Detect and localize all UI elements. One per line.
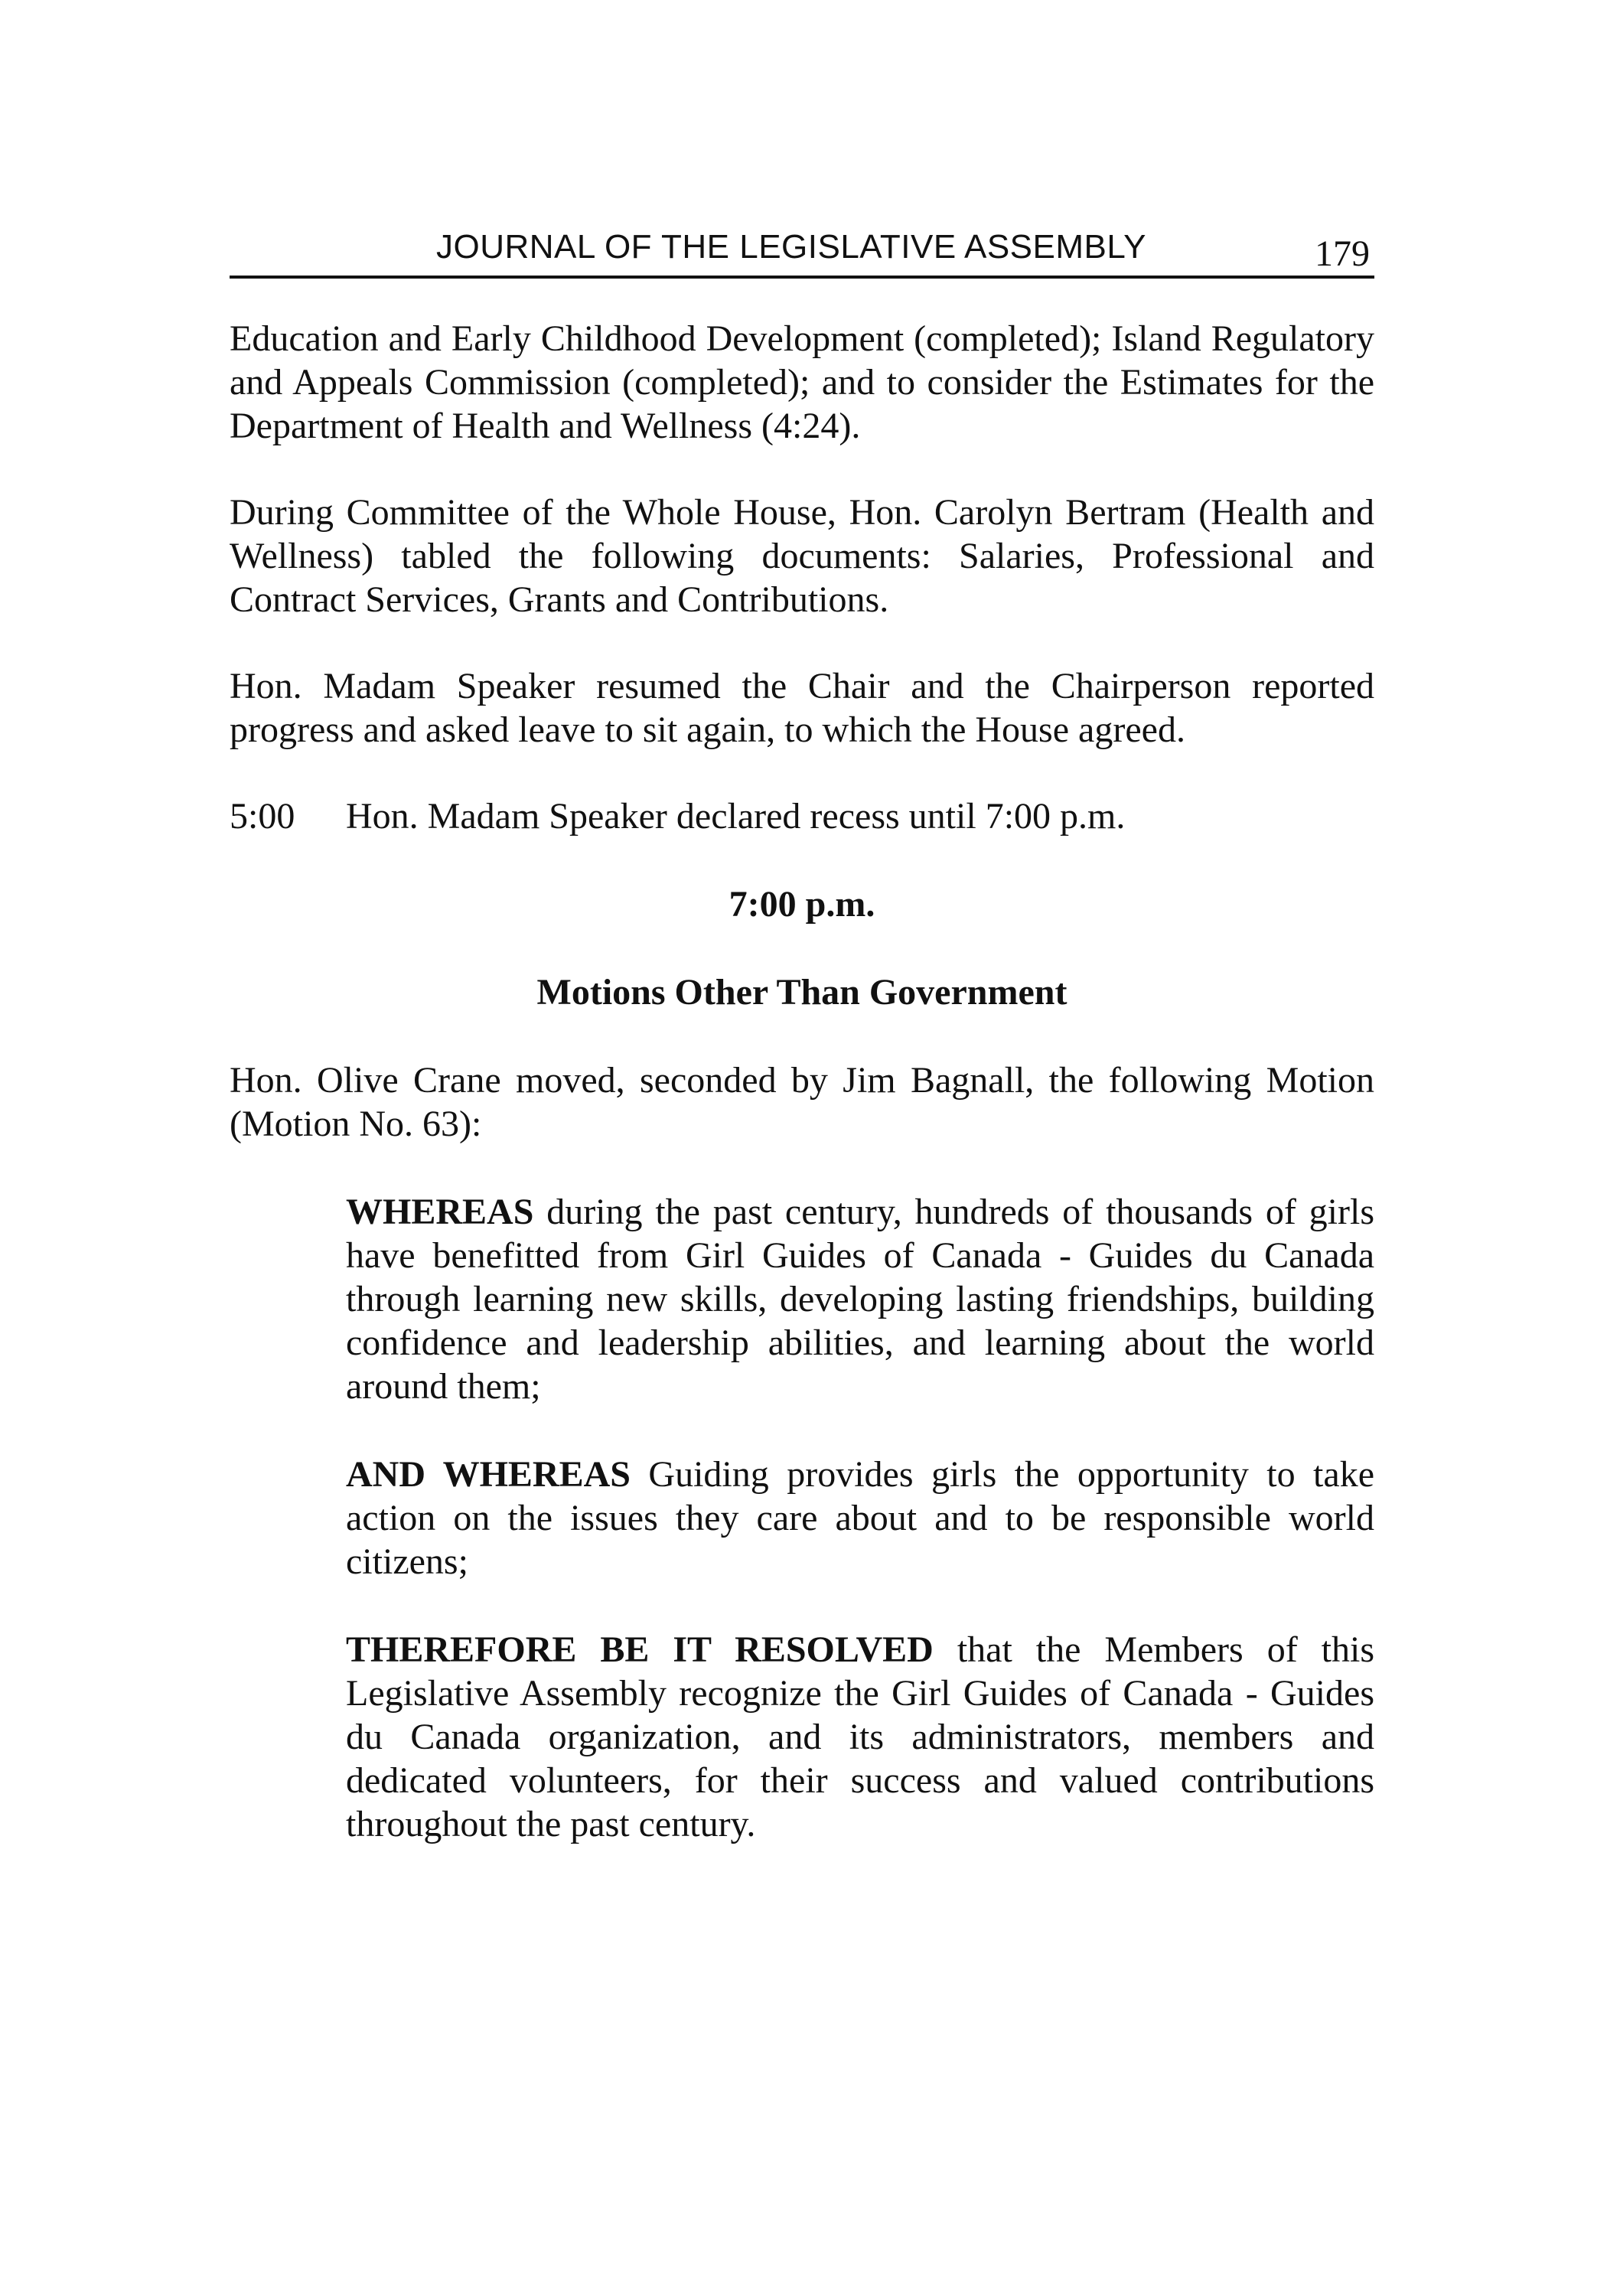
clause-text: during the past century, hundreds of thousands of girls have benefitted from Girl Guides of Canada - Guides du Canada through learning new skills, developing lasting friendships, building confidence and leadership abilities, and learning about the world around them; <box>346 1192 1374 1407</box>
recess-time: 5:00 <box>230 796 295 837</box>
paragraph-estimates: Education and Early Childhood Development (completed); Island Regulatory and Appeals Commission (completed); and to consider the Estimates for the Department of Health and Wellness (4:24). <box>230 318 1374 446</box>
page-body <box>230 317 1374 1846</box>
clause-keyword: AND WHEREAS <box>346 1454 631 1495</box>
motion-intro: Hon. Olive Crane moved, seconded by Jim Bagnall, the following Motion (Motion No. 63): <box>230 1060 1374 1144</box>
recess-entry <box>230 794 1374 838</box>
motion-clause-resolved <box>346 1628 1374 1846</box>
section-heading: Motions Other Than Government <box>536 972 1068 1013</box>
clause-text: Guiding provides girls the opportunity to take action on the issues they care about and to be responsible world citizens; <box>346 1454 1375 1582</box>
page-header <box>230 227 1374 279</box>
journal-title: JOURNAL OF THE LEGISLATIVE ASSEMBLY <box>436 228 1146 266</box>
motion-clause-whereas <box>346 1190 1374 1408</box>
paragraph-committee-tabled: During Committee of the Whole House, Hon. Carolyn Bertram (Health and Wellness) tabled the following documents: Salaries, Professional and Contract Services, Grants and Contributions. <box>230 492 1374 620</box>
page-number: 179 <box>1315 233 1370 274</box>
motion-clause-and-whereas <box>346 1453 1374 1583</box>
clause-text: that the Members of this Legislative Assembly recognize the Girl Guides of Canada - Guides du Canada organization, and its administrators, members and dedicated volunteers, for their success and valued contributions throughout the past century. <box>346 1629 1375 1844</box>
clause-keyword: THEREFORE BE IT RESOLVED <box>346 1629 934 1670</box>
recess-text: Hon. Madam Speaker declared recess until 7:00 p.m. <box>346 796 1126 837</box>
evening-time-heading: 7:00 p.m. <box>729 884 875 925</box>
paragraph-speaker-resumed: Hon. Madam Speaker resumed the Chair and the Chairperson reported progress and asked leave to sit again, to which the House agreed. <box>230 666 1374 750</box>
clause-keyword: WHEREAS <box>346 1192 534 1232</box>
